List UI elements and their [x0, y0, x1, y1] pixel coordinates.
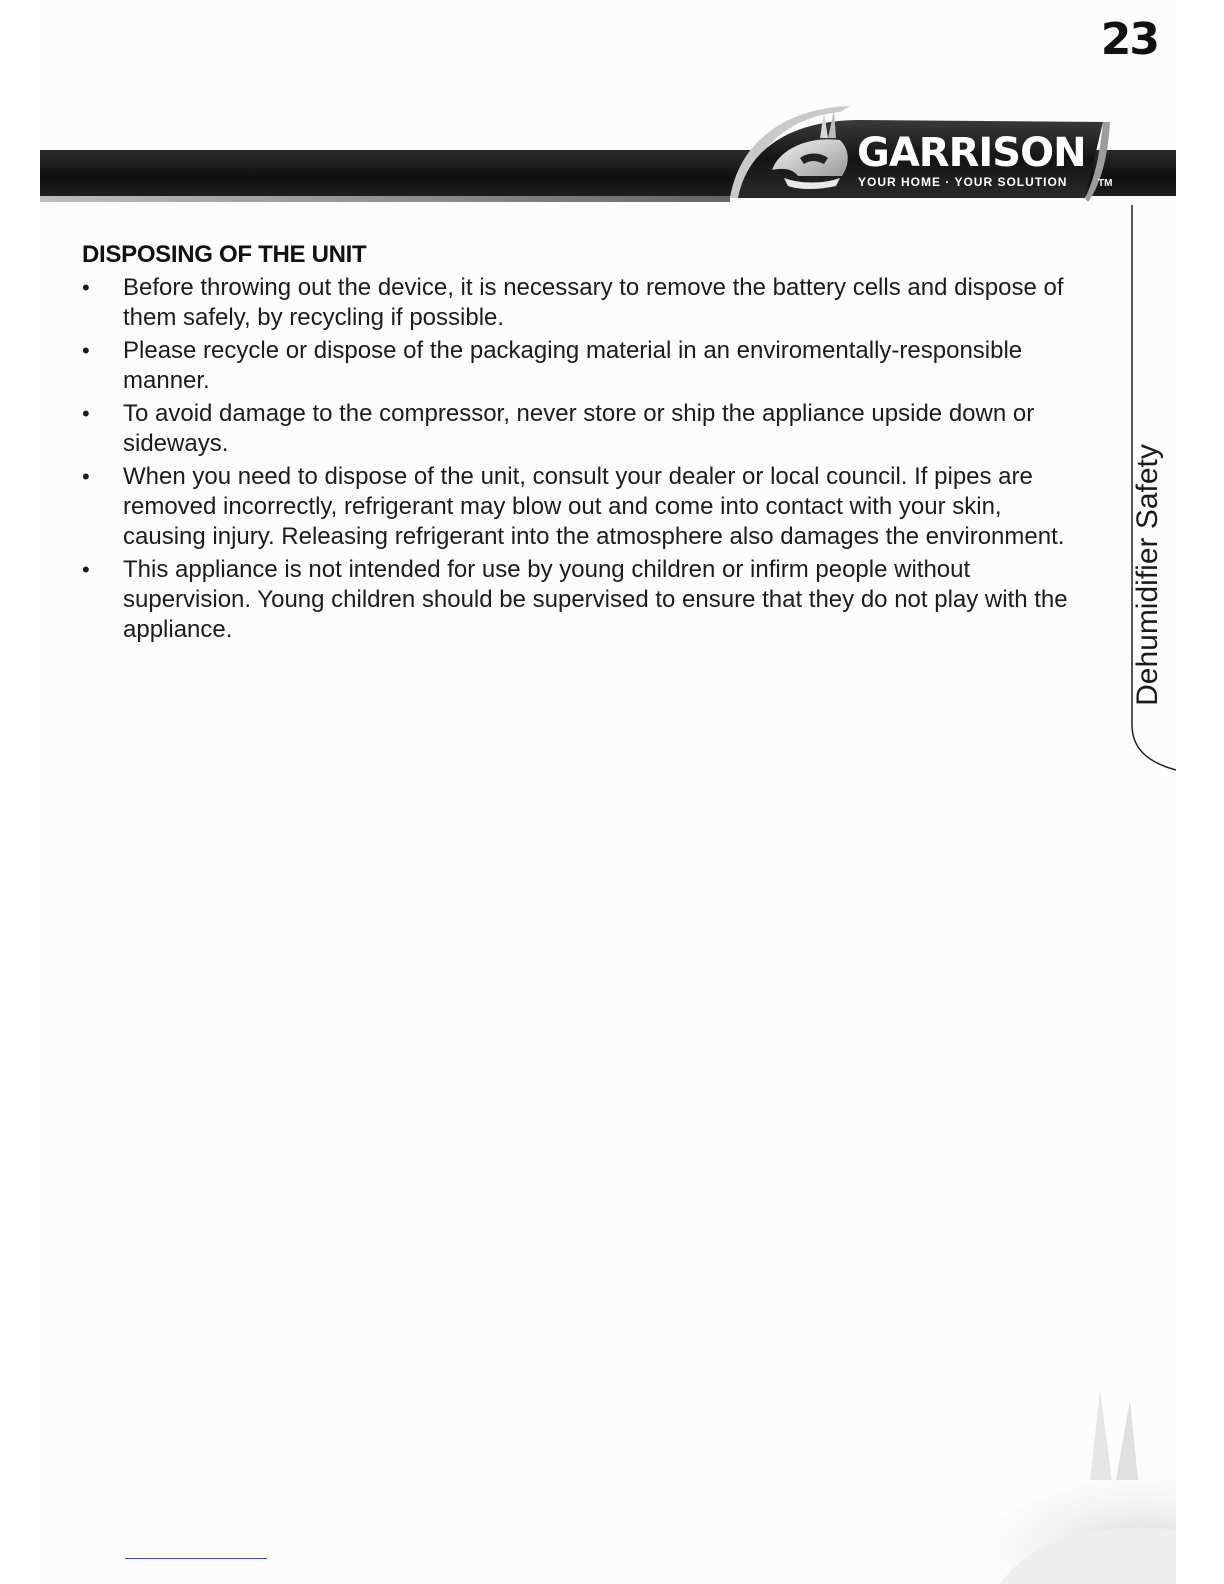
- footer-rule: [125, 1558, 267, 1559]
- list-item: [82, 336, 1072, 396]
- bullet-icon: •: [82, 401, 90, 426]
- list-item-text: To avoid damage to the compressor, never store or ship the appliance upside down or sideways.: [123, 400, 1035, 457]
- list-item: [82, 555, 1072, 645]
- brand-tagline: YOUR HOME · YOUR SOLUTION: [858, 175, 1068, 189]
- trademark-mark: TM: [1098, 178, 1113, 189]
- list-item-text: When you need to dispose of the unit, consult your dealer or local council. If pipes are removed incorrectly, refrigerant may blow out and come into contact with your skin, causing injury. Releasing refrigerant into the atmosphere also damages the environment.: [123, 463, 1065, 550]
- list-item-text: Please recycle or dispose of the packaging material in an enviromentally-responsible manner.: [123, 337, 1023, 394]
- bullet-icon: •: [82, 275, 90, 300]
- bullet-icon: •: [82, 464, 90, 489]
- list-item: [82, 399, 1072, 459]
- header-bar-shadow: [40, 196, 730, 202]
- section-title: DISPOSING OF THE UNIT: [82, 241, 367, 268]
- brand-name: GARRISON: [857, 130, 1086, 176]
- disposal-bullet-list: [82, 273, 1072, 645]
- list-item-text: Before throwing out the device, it is necessary to remove the battery cells and dispose of them safely, by recycling if possible.: [123, 274, 1064, 331]
- page-number: 23: [1100, 14, 1158, 65]
- helmet-watermark-icon: [940, 1370, 1176, 1584]
- list-item-text: This appliance is not intended for use by young children or infirm people without supervision. Young children should be supervised to ensure that they do not play with the appliance.: [123, 556, 1068, 643]
- list-item: [82, 462, 1072, 552]
- page-sheet: [40, 0, 1176, 1584]
- side-tab-label: Dehumidifier Safety: [1131, 444, 1164, 706]
- main-content: [82, 241, 1072, 648]
- list-item: [82, 273, 1072, 333]
- bullet-icon: •: [82, 557, 90, 582]
- bullet-icon: •: [82, 338, 90, 363]
